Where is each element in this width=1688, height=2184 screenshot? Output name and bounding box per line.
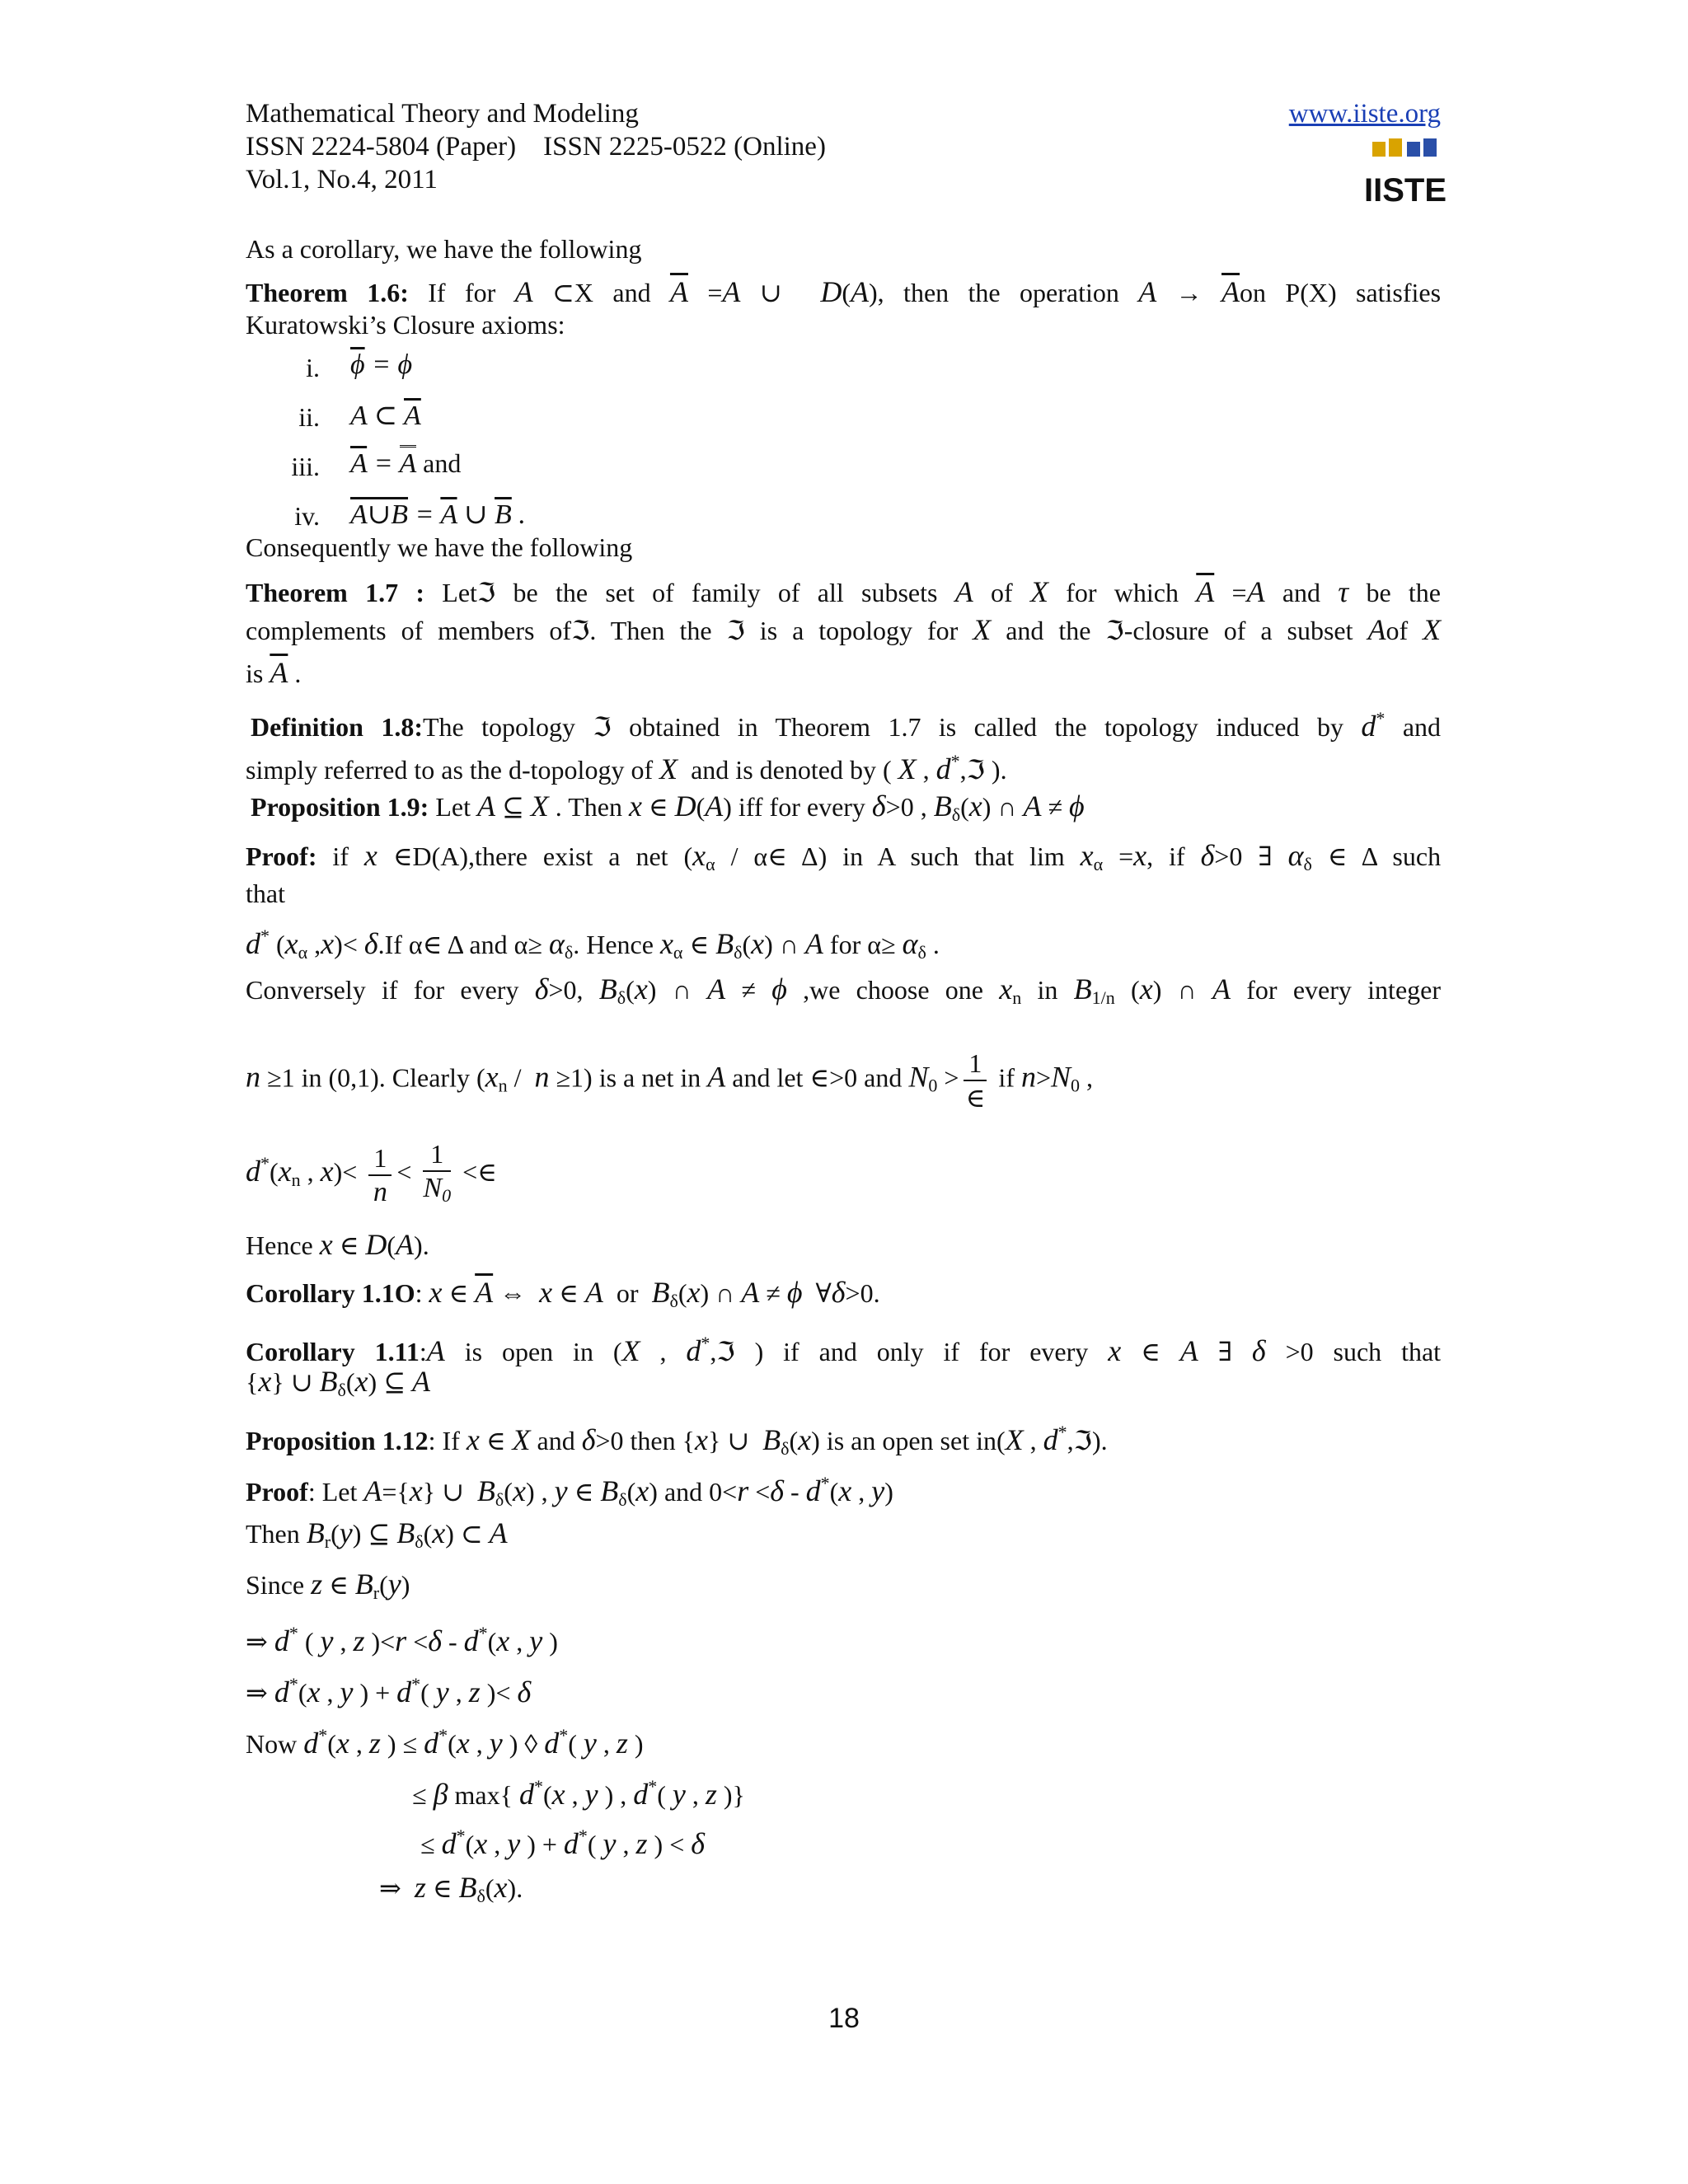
consequently-text: Consequently we have the following — [246, 532, 633, 562]
proof-2-implication-1: ⇒ d* ( y , z )<r <δ - d*(x , y ) — [246, 1623, 558, 1657]
axiom-formula: A ⊂ $\overline{A}$ — [350, 401, 421, 431]
proof-2-line1: Proof: Let A={x} ∪ $B_\delta(x)$ , y ∈ $B_\delta(x)$ and 0<r <δ - d*(x , y) — [246, 1473, 893, 1510]
corollary-1-10: Corollary 1.1O: x ∈ $\overline{A}$ ⇔ x ∈ A or $B_\delta(x)$ ∩ A ≠ ϕ ∀δ>0. — [246, 1276, 880, 1311]
proof-1-line2: that — [246, 879, 285, 908]
proposition-1-9: Proposition 1.9: Let A ⊆ X . Then x ∈ D(A) iff for every δ>0 , $B_\delta(x)$ ∩ A ≠ ϕ — [251, 790, 1085, 825]
axiom-number: i. — [306, 353, 320, 382]
corollary-intro: As a corollary, we have the following — [246, 234, 642, 264]
proof-1-line5: n ≥1 in (0,1). Clearly $(x_n / n \ge 1)$ is a net in A and let ∈>0 and $N_0$ > $\frac{1}{\in}$ if $n>N_0$ , — [246, 1048, 1094, 1113]
axiom-number: iv. — [294, 501, 320, 531]
axiom-formula: $\overline{\phi} = \phi$ — [350, 349, 413, 380]
axiom-formula: $\overline{A} = A$ and — [350, 448, 461, 480]
proof-2-now: Now d*(x , z ) ≤ d*(x , y ) ◊ d*( y , z ) — [246, 1725, 644, 1760]
iiste-logo — [1363, 138, 1447, 209]
logo-text: IISTE — [1363, 172, 1447, 209]
proof-1-line4: Conversely if for every δ>0, $B_\delta(x)$ ∩ A ≠ ϕ ,we choose one $x_n$ in $B_{1/n}$ (x) ∩ A for every integer — [246, 972, 1442, 1008]
corollary-1-11-line2: {x} ∪ $B_\delta(x)$ ⊆ A — [246, 1365, 430, 1400]
proof-2-max-line: ≤ β max{ d*(x , y ) , d*( y , z )} — [412, 1776, 745, 1811]
axiom-formula: A∪B = $\overline{A}$ ∪ $\overline{B}$ . — [350, 499, 526, 530]
theorem-1-7-line3: is $\overline{A}$ . — [246, 656, 302, 689]
proof-1-line1: Proof: if x ∈D(A),there exist a net ($x_\alpha$ / α∈ Δ) in A such that $\lim x_\alpha =x$, if δ>0 ∃ $\alpha_\delta$ ∈ Δ such — [246, 839, 1442, 874]
definition-1-8-line2: simply referred to as the d-topology of X and is denoted by ( X , d*,ℑ ). — [246, 751, 1007, 785]
proof-1-hence: Hence x ∈ D(A). — [246, 1228, 429, 1261]
journal-url-link[interactable]: www.iiste.org — [1288, 99, 1441, 129]
theorem-1-6-line1: Theorem 1.6: If for A ⊂X and $\overline{A} =A$ ∪ D(A), then the operation $A \to \overline{A}on$ P(X) satisfies — [246, 275, 1442, 308]
theorem-1-7-line2: complements of members ofℑ. Then the ℑ is a topology for X and the ℑ-closure of a subset Aof X — [246, 613, 1442, 646]
theorem-1-7-line1: Theorem 1.7 : Letℑ be the set of family of all subsets A of X for which $\overline{A} =A$ and τ be the — [246, 575, 1442, 608]
journal-volume: Vol.1, No.4, 2011 — [246, 165, 438, 194]
proof-2-conclusion: ⇒ z ∈ $B_\delta(x)$. — [379, 1871, 523, 1906]
corollary-1-11-line1: Corollary 1.11:A is open in (X , d*,ℑ ) if and only if for every x ∈ A ∃ δ >0 such that — [246, 1333, 1442, 1367]
proposition-1-12: Proposition 1.12: If x ∈ X and δ>0 then {x} ∪ $B_\delta(x)$ is an open set in(X , d*,ℑ). — [246, 1422, 1108, 1459]
journal-title: Mathematical Theory and Modeling — [246, 99, 639, 129]
theorem-1-6-line2: Kuratowski’s Closure axioms: — [246, 310, 565, 340]
proof-2-sum-line: ≤ d*(x , y ) + d*( y , z ) < δ — [420, 1825, 705, 1860]
journal-issn: ISSN 2224-5804 (Paper) ISSN 2225-0522 (Online) — [246, 132, 826, 162]
proof-2-then: Then $B_r(y)$ ⊆ $B_\delta(x)$ ⊂ A — [246, 1516, 508, 1552]
axiom-number: iii. — [291, 452, 320, 481]
proof-2-implication-2: ⇒ d*(x , y ) + d*( y , z )< δ — [246, 1674, 532, 1708]
definition-1-8-line1: Definition 1.8:The topology ℑ obtained in Theorem 1.7 is called the topology induced by d* and — [251, 708, 1442, 743]
proof-1-line3: d* ($x_\alpha$ ,x)< δ.If α∈ Δ and $\alpha\ge \alpha_\delta$. Hence $x_\alpha$ ∈ $B_\delta(x)$ ∩ A for $\alpha\ge \alpha_\delta$ . — [246, 926, 940, 963]
axiom-number: ii. — [298, 402, 320, 432]
proof-1-inequality: $d^*(x_n$ , x)< $\frac{1}{n}$ < $\frac{1}{N_0}$ <∈ — [246, 1139, 497, 1207]
proof-2-since: Since z ∈ $B_r(y)$ — [246, 1568, 410, 1603]
page-number: 18 — [828, 2003, 860, 2034]
